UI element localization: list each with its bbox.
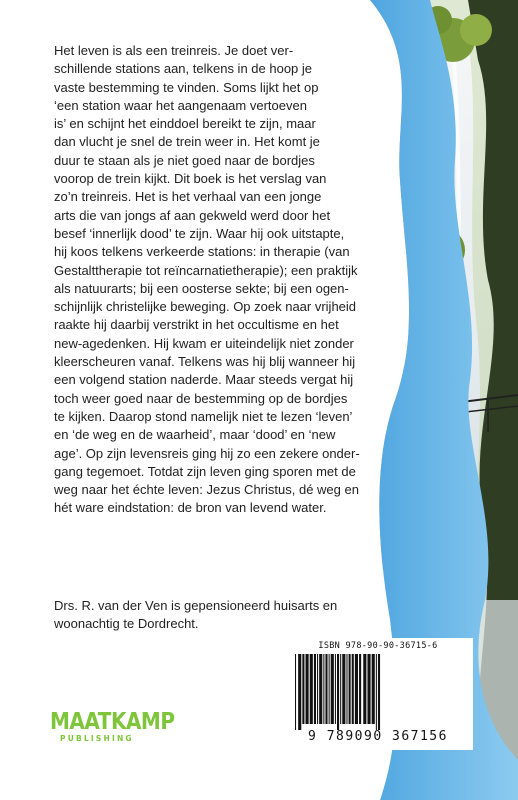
blurb-line: zo’n treinreis. Het is het verhaal van een jonge [54,189,322,205]
barcode-bar [342,654,345,724]
barcode-bar [355,654,358,724]
isbn-label: ISBN 978-90-90-36715-6 [318,641,438,651]
barcode-bars [295,654,461,730]
blurb-line: duur te staan als je niet goed naar de bordjes [54,152,315,168]
bio-line: woonachtig te Dordrecht. [54,616,199,632]
barcode-bar [335,654,336,724]
blurb-line: raakte hij daarbij verstrikt in het occultisme en het [54,317,339,333]
barcode-bar [329,654,330,724]
barcode-bar [359,654,361,724]
blurb-line: age’. Op zijn levensreis ging hij zo een zekere onder- [54,445,360,461]
author-bio [54,597,384,634]
barcode-bar [337,654,339,730]
publisher-subtitle: PUBLISHING [60,734,134,743]
isbn-barcode [283,638,473,750]
blurb-line: weg naar het échte leven: Jezus Christus, dé weg en [54,482,359,498]
blurb-line: ‘een station waar het aangenaam vertoeven [54,97,307,113]
blurb-line: Het leven is als een treinreis. Je doet ver- [54,43,294,58]
blurb-line: new-agedenken. Hij kwam er uiteindelijk niet zonder [54,335,354,351]
publisher-name: MAATKAMP [50,707,175,735]
barcode-bar [310,654,313,724]
back-cover-blurb [54,42,454,518]
bio-line: Drs. R. van der Ven is gepensioneerd huisarts en [54,598,338,613]
barcode-digits: 9 789090 367156 [308,729,448,744]
blurb-line: toch weer goed naar de bestemming op de bordjes [54,390,348,406]
blurb-line: besef ‘innerlijk dood’ te zijn. Waar hij ook uitstapte, [54,225,345,241]
barcode-bar [340,654,341,724]
blurb-line: en ‘de weg en de waarheid’, maar ‘dood’ en ‘new [54,427,336,443]
blurb-line: hét ware eindstation: de bron van levend water. [54,500,327,516]
barcode-bar [363,654,366,724]
blurb-line: een volgend station naderde. Maar steeds vergat hij [54,372,354,388]
publisher-logo [50,707,180,752]
barcode-bar [372,654,375,724]
barcode-bar [317,654,318,724]
barcode-bar [298,654,301,730]
barcode-bar [352,654,354,724]
blurb-line: dan vlucht je snel de trein weer in. Het komt je [54,134,320,150]
barcode-bar [306,654,309,724]
blurb-line: gang tegemoet. Totdat zijn leven ging sporen met de [54,463,356,479]
blurb-line: schillende stations aan, telkens in de hoop je [54,61,313,77]
blurb-line: Gestalttherapie tot reïncarnatietherapie); een praktijk [54,262,358,278]
blurb-line: schijnlijk christelijke beweging. Op zoek naar vrijheid [54,299,357,315]
blurb-line: te kijken. Daarop stond namelijk niet te lezen ‘leven’ [54,408,353,424]
barcode-bar [331,654,334,724]
blurb-line: hij koos telkens verkeerde stations: in therapie (van [54,244,350,260]
blurb-line: is’ en schijnt het einddoel bereikt te zijn, maar [54,116,316,132]
barcode-bar [349,654,351,724]
blurb-line: voorop de trein kijkt. Dit boek is het verslag van [54,171,327,187]
barcode-bar [376,654,377,730]
barcode-bar [314,654,316,724]
barcode-bar [325,654,327,724]
barcode-bar [367,654,370,724]
blurb-line: als natuurarts; bij een oosterse sekte; bij een ogen- [54,280,349,296]
barcode-bar [346,654,347,724]
blurb-line: arts die van jongs af aan gekweld werd door het [54,207,331,223]
barcode-bar [323,654,324,724]
blurb-line: vaste bestemming te vinden. Soms lijkt het op [54,79,319,95]
barcode-bar [302,654,304,724]
barcode-bar [378,654,380,730]
barcode-bar [295,654,296,730]
blurb-line: kleerscheuren vanaf. Telkens was hij blij wanneer hij [54,354,356,370]
barcode-bar [319,654,322,724]
